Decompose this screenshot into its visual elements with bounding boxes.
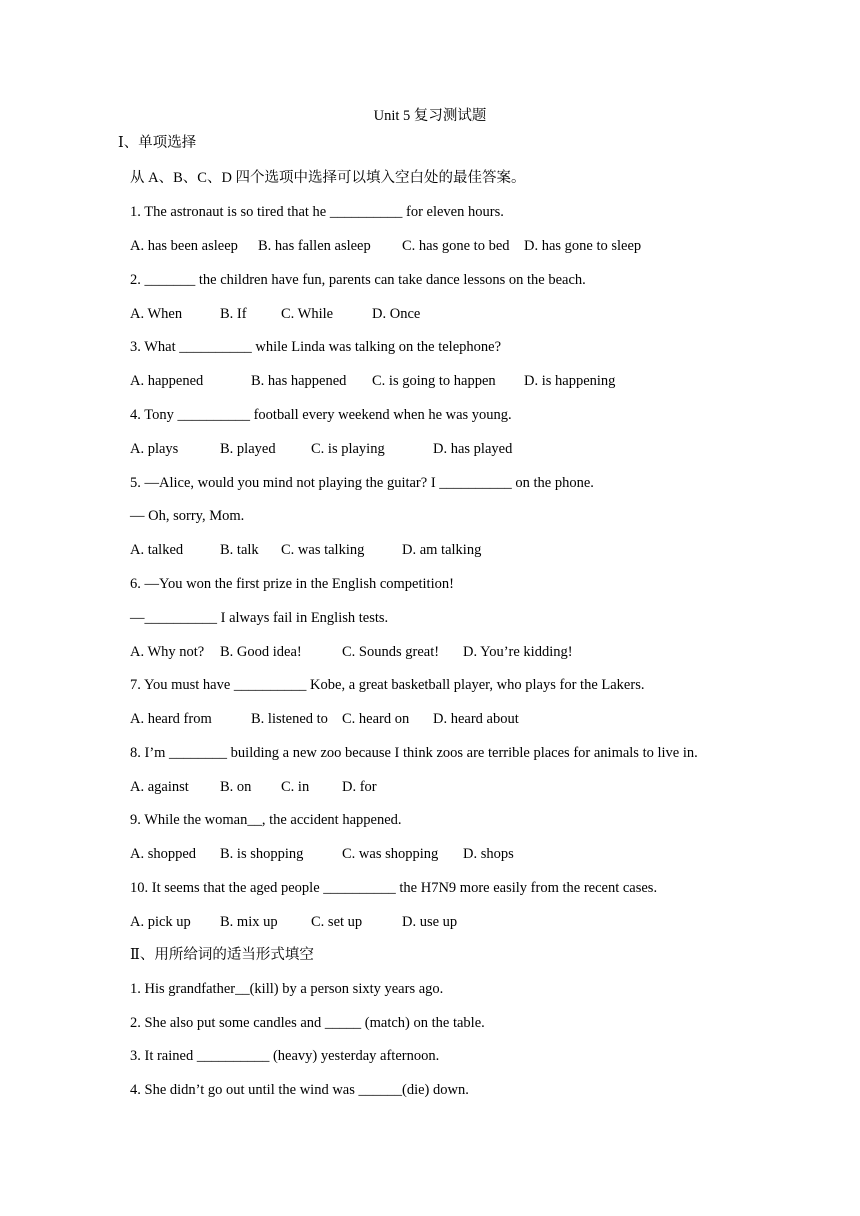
option-a: A. shopped (130, 846, 197, 862)
option-b: B. Good idea! (220, 644, 302, 660)
option-a: A. When (130, 306, 183, 322)
section2-heading: Ⅱ、用所给词的适当形式填空 (130, 947, 314, 963)
option-d: D. heard about (433, 711, 519, 727)
section1-instruction: 从 A、B、C、D 四个选项中选择可以填入空白处的最佳答案。 (130, 170, 526, 186)
question-5-stem: 5. —Alice, would you mind not playing the guitar? I __________ on the phone. (130, 475, 594, 491)
option-a: A. plays (130, 441, 179, 457)
option-c: C. set up (311, 914, 363, 930)
question-6-reply: —__________ I always fail in English tests. (130, 610, 389, 626)
question-6-stem: 6. —You won the first prize in the English competition! (130, 576, 454, 592)
document-title: Unit 5 复习测试题 (373, 108, 487, 124)
fill-item-3: 3. It rained __________ (heavy) yesterday afternoon. (130, 1048, 440, 1064)
option-c: C. While (281, 306, 334, 322)
option-d: D. has gone to sleep (524, 238, 642, 254)
question-8-stem: 8. I’m ________ building a new zoo because I think zoos are terrible places for animals to live in. (130, 745, 698, 761)
option-c: C. was talking (281, 542, 365, 558)
question-1-stem: 1. The astronaut is so tired that he __________ for eleven hours. (130, 204, 504, 220)
question-7-stem: 7. You must have __________ Kobe, a great basketball player, who plays for the Lakers. (130, 677, 645, 693)
fill-item-4: 4. She didn’t go out until the wind was ______(die) down. (130, 1082, 469, 1098)
option-a: A. has been asleep (130, 238, 238, 254)
option-a: A. heard from (130, 711, 212, 727)
option-c: C. Sounds great! (342, 644, 440, 660)
question-5-reply: — Oh, sorry, Mom. (130, 508, 245, 524)
option-b: B. If (220, 306, 247, 322)
option-d: D. for (342, 779, 377, 795)
option-d: D. shops (463, 846, 514, 862)
section1-heading: Ⅰ、单项选择 (118, 135, 197, 151)
option-c: C. heard on (342, 711, 410, 727)
option-c: C. is going to happen (372, 373, 496, 389)
option-d: D. has played (433, 441, 513, 457)
option-b: B. played (220, 441, 276, 457)
option-b: B. on (220, 779, 252, 795)
option-d: D. am talking (402, 542, 482, 558)
option-d: D. use up (402, 914, 458, 930)
option-b: B. listened to (251, 711, 328, 727)
option-d: D. Once (372, 306, 421, 322)
option-b: B. has happened (251, 373, 347, 389)
option-c: C. was shopping (342, 846, 439, 862)
option-a: A. happened (130, 373, 204, 389)
option-a: A. Why not? (130, 644, 205, 660)
question-3-stem: 3. What __________ while Linda was talking on the telephone? (130, 339, 502, 355)
question-2-stem: 2. _______ the children have fun, parents can take dance lessons on the beach. (130, 272, 586, 288)
option-b: B. mix up (220, 914, 278, 930)
fill-item-1: 1. His grandfather__(kill) by a person sixty years ago. (130, 981, 444, 997)
option-c: C. in (281, 779, 310, 795)
option-a: A. talked (130, 542, 184, 558)
option-c: C. has gone to bed (402, 238, 510, 254)
option-a: A. against (130, 779, 189, 795)
fill-item-2: 2. She also put some candles and _____ (match) on the table. (130, 1015, 485, 1031)
option-d: D. You’re kidding! (463, 644, 573, 660)
option-b: B. is shopping (220, 846, 304, 862)
option-b: B. talk (220, 542, 259, 558)
option-c: C. is playing (311, 441, 385, 457)
option-d: D. is happening (524, 373, 616, 389)
question-9-stem: 9. While the woman__, the accident happened. (130, 812, 402, 828)
option-a: A. pick up (130, 914, 191, 930)
question-4-stem: 4. Tony __________ football every weekend when he was young. (130, 407, 512, 423)
question-10-stem: 10. It seems that the aged people __________ the H7N9 more easily from the recent cases. (130, 880, 658, 896)
option-b: B. has fallen asleep (258, 238, 371, 254)
